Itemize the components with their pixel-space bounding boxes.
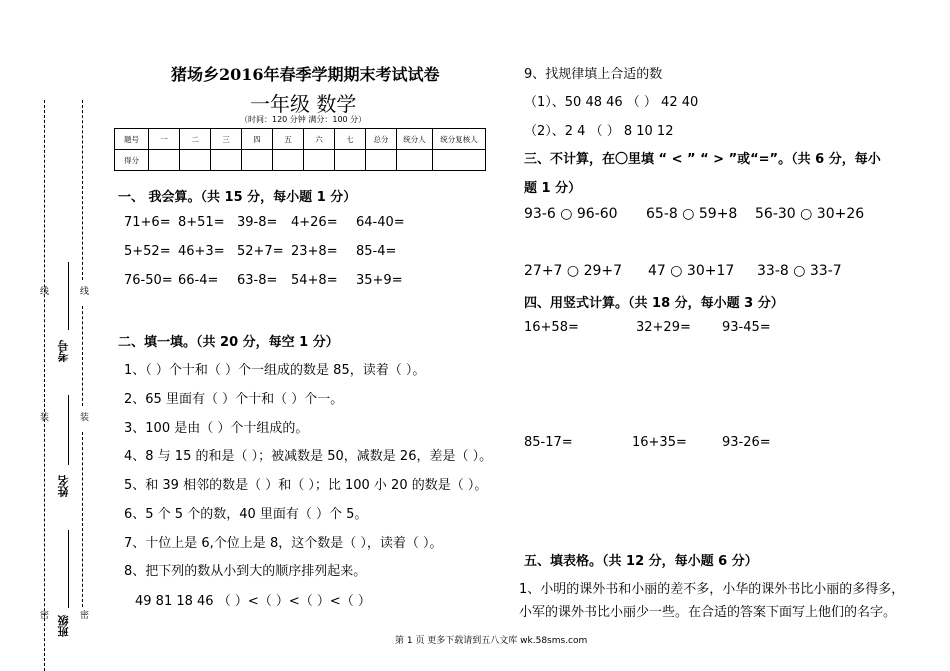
score-table-header-row: [115, 129, 486, 150]
vertical-calc-item: 85-17=: [524, 435, 573, 450]
table-cell: 五: [273, 129, 304, 150]
calc-item: 52+7=: [237, 244, 284, 259]
compare-item: 65-8 ○ 59+8: [646, 206, 738, 222]
compare-item: 47 ○ 30+17: [648, 263, 735, 279]
table-cell: 七: [335, 129, 366, 150]
calc-item: 8+51=: [178, 215, 225, 230]
table-cell: 六: [304, 129, 335, 150]
binding-dashed-line-3: [82, 306, 83, 406]
class-label: 班级: [57, 615, 70, 637]
score-input-cell[interactable]: [304, 150, 335, 171]
exam-title: 猪场乡2016年春季学期期末考试试卷: [171, 65, 440, 84]
score-input-cell[interactable]: [211, 150, 242, 171]
score-table: [114, 128, 486, 171]
fill-item: 5、和 39 相邻的数是（ ）和（ ）；比 100 小 20 的数是（ ）。: [124, 478, 488, 493]
section4-heading: 四、用竖式计算。（共 18 分，每小题 3 分）: [524, 296, 784, 311]
score-input-cell[interactable]: [273, 150, 304, 171]
name-label: 姓名: [57, 475, 70, 497]
section3-heading: 三、不计算，在〇里填 “ < ” “ > ”或“=”。（共 6 分，每小: [524, 152, 881, 167]
name-write-line[interactable]: [68, 395, 69, 465]
class-write-line[interactable]: [68, 530, 69, 608]
seal-line-label-2: 线: [78, 286, 88, 295]
table-cell: 总分: [366, 129, 397, 150]
calc-item: 85-4=: [356, 244, 397, 259]
score-input-cell[interactable]: [149, 150, 180, 171]
binding-dashed-line-2: [82, 100, 83, 280]
compare-item: 27+7 ○ 29+7: [524, 263, 623, 279]
compare-item: 56-30 ○ 30+26: [755, 206, 865, 222]
calc-item: 71+6=: [124, 215, 171, 230]
binding-dashed-line-4: [82, 432, 83, 607]
binding-dashed-line: [44, 100, 45, 671]
subject-title: 一年级 数学: [250, 92, 357, 116]
pattern-line: （1）、50 48 46 （ ） 42 40: [524, 95, 699, 110]
seal-seal-label: 密: [38, 610, 48, 619]
pattern-line: （2）、2 4 （ ） 8 10 12: [524, 124, 674, 139]
section9-heading: 9、找规律填上合适的数: [524, 67, 663, 82]
vertical-calc-item: 16+58=: [524, 320, 579, 335]
table-cell: 三: [211, 129, 242, 150]
fill-item: 2、65 里面有（ ）个十和（ ）个一。: [124, 392, 344, 407]
calc-item: 4+26=: [291, 215, 338, 230]
calc-item: 76-50=: [124, 273, 173, 288]
score-table-score-row: [115, 150, 486, 171]
page-footer: 第 1 页 更多下载请到五八文库 wk.58sms.com: [395, 636, 588, 646]
calc-item: 5+52=: [124, 244, 171, 259]
seal-line-label: 线: [38, 286, 48, 295]
score-input-cell[interactable]: [433, 150, 486, 171]
table-cell: 题号: [115, 129, 149, 150]
calc-item: 54+8=: [291, 273, 338, 288]
calc-item: 46+3=: [178, 244, 225, 259]
section1-heading: 一、 我会算。（共 15 分，每小题 1 分）: [118, 190, 357, 205]
calc-item: 35+9=: [356, 273, 403, 288]
fill-item: 4、8 与 15 的和是（ ）；被减数是 50，减数是 26，差是（ ）。: [124, 449, 493, 464]
score-input-cell[interactable]: [366, 150, 397, 171]
section3-heading-cont: 题 1 分）: [524, 181, 582, 196]
fill-item: 8、把下列的数从小到大的顺序排列起来。: [124, 564, 367, 579]
calc-item: 23+8=: [291, 244, 338, 259]
table-question-line: 小军的课外书比小丽少一些。在合适的答案下面写上他们的名字。: [519, 605, 897, 620]
table-cell: 统分人: [397, 129, 433, 150]
score-input-cell[interactable]: [335, 150, 366, 171]
fill-item: 6、5 个 5 个的数，40 里面有（ ）个 5。: [124, 507, 368, 522]
section5-heading: 五、填表格。（共 12 分，每小题 6 分）: [524, 554, 758, 569]
fill-item: 1、（ ）个十和（ ）个一组成的数是 85，读着（ ）。: [124, 363, 426, 378]
table-cell: 得分: [115, 150, 149, 171]
seal-bind-label-2: 装: [78, 412, 88, 421]
compare-item: 33-8 ○ 33-7: [757, 263, 842, 279]
calc-item: 63-8=: [237, 273, 278, 288]
table-cell: 统分复核人: [433, 129, 486, 150]
table-cell: 一: [149, 129, 180, 150]
score-input-cell[interactable]: [242, 150, 273, 171]
fill-item: 3、100 是由（ ）个十组成的。: [124, 421, 309, 436]
exam-no-write-line[interactable]: [68, 262, 69, 330]
compare-item: 93-6 ○ 96-60: [524, 206, 618, 222]
score-input-cell[interactable]: [397, 150, 433, 171]
exam-no-label: 考号: [57, 340, 70, 362]
score-input-cell[interactable]: [180, 150, 211, 171]
vertical-calc-item: 16+35=: [632, 435, 687, 450]
calc-item: 39-8=: [237, 215, 278, 230]
table-cell: 二: [180, 129, 211, 150]
calc-item: 64-40=: [356, 215, 405, 230]
vertical-calc-item: 93-26=: [722, 435, 771, 450]
fill-item: 7、十位上是 6,个位上是 8，这个数是（ ），读着（ ）。: [124, 536, 443, 551]
table-question-line: 1、小明的课外书和小丽的差不多，小华的课外书比小丽的多得多，: [519, 582, 905, 597]
vertical-calc-item: 32+29=: [636, 320, 691, 335]
seal-seal-label-2: 密: [78, 610, 88, 619]
seal-bind-label: 装: [38, 412, 48, 421]
section2-heading: 二、填一填。（共 20 分，每空 1 分）: [118, 335, 339, 350]
calc-item: 66-4=: [178, 273, 219, 288]
vertical-calc-item: 93-45=: [722, 320, 771, 335]
table-cell: 四: [242, 129, 273, 150]
order-line: 49 81 18 46 （ ）<（ ）<（ ）<（ ）: [135, 594, 371, 609]
exam-info: （时间：120 分钟 满分：100 分）: [240, 115, 367, 124]
